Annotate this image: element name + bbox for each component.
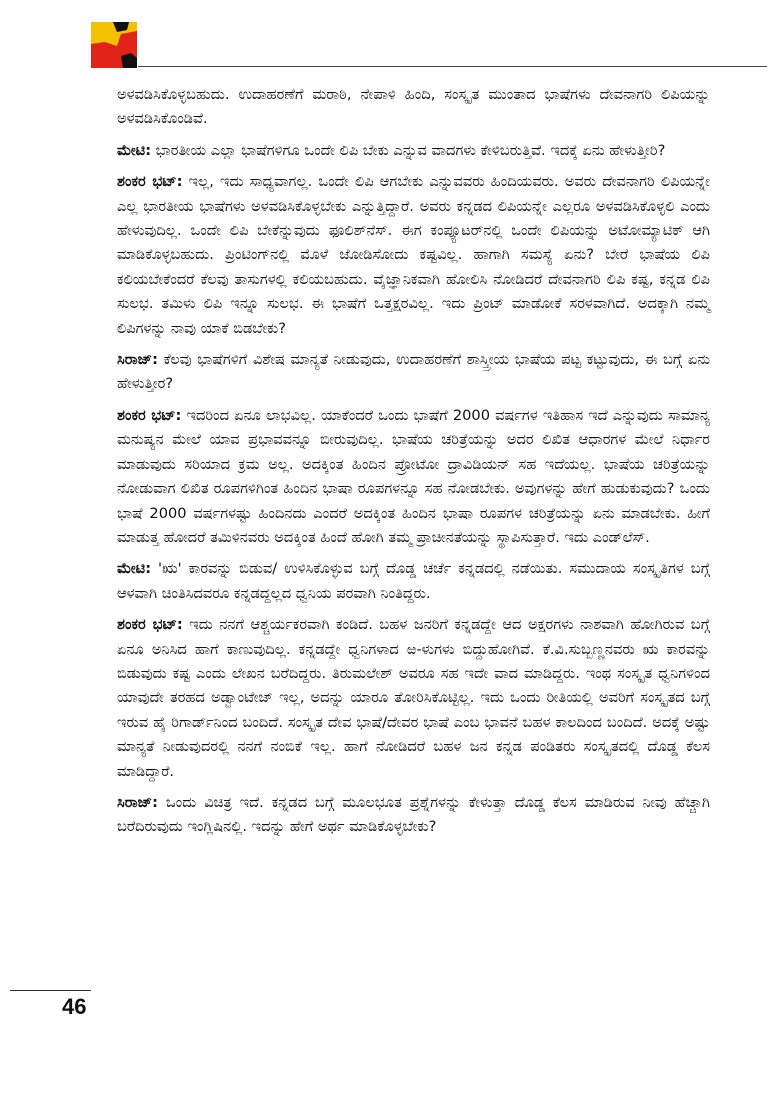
paragraph-4	[117, 348, 710, 397]
article-body	[117, 83, 710, 847]
paragraph-text: ಇಲ್ಲ, ಇದು ಸಾಧ್ಯವಾಗಲ್ಲ. ಒಂದೇ ಲಿಪಿ ಆಗಬೇಕು ಎನ್ನುವವರು ಹಿಂದಿಯವರು. ಅವರು ದೇವನಾಗರಿ ಲಿಪಿಯನ್ನೇ ಎಲ್ಲ ಭಾರತೀಯ ಭಾಷೆಗಳು ಅಳವಡಿಸಿಕೊಳ್ಳಬೇಕು ಎನ್ನುತ್ತಿದ್ದಾರೆ. ಅವರು ಕನ್ನಡದ ಲಿಪಿಯನ್ನೇ ಎಲ್ಲರೂ ಅಳವಡಿಸಿಕೊಳ್ಳಲಿ ಎಂದು ಹೇಳುವುದಿಲ್ಲ. ಒಂದೇ ಲಿಪಿ ಬೇಕೆನ್ನುವುದು ಫೂಲಿಶ್‌ನೆಸ್. ಈಗ ಕಂಪ್ಯೂಟರ್‌ನಲ್ಲಿ ಒಂದೇ ಲಿಪಿಯನ್ನು ಅಟೋಮ್ಯಾಟಿಕ್ ಆಗಿ ಮಾಡಿಕೊಳ್ಳಬಹುದು. ಪ್ರಿಂಟಿಂಗ್‌ನಲ್ಲಿ ಮೊಳೆ ಜೋಡಿಸೋದು ಕಷ್ಟವಿಲ್ಲ. ಹಾಗಾಗಿ ಸಮಸ್ಯೆ ಏನು? ಬೇರೆ ಭಾಷೆಯ ಲಿಪಿ ಕಲಿಯಬೇಕೆಂದರೆ ಕೆಲವು ತಾಸುಗಳಲ್ಲಿ ಕಲಿಯಬಹುದು. ವೈಜ್ಞಾನಿಕವಾಗಿ ಹೋಲಿಸಿ ನೋಡಿದರೆ ದೇವನಾಗರಿ ಲಿಪಿ ಕಷ್ಟ, ಕನ್ನಡ ಲಿಪಿ ಸುಲಭ. ತಮಿಳು ಲಿಪಿ ಇನ್ನೂ ಸುಲಭ. ಈ ಭಾಷೆಗೆ ಒತ್ತಕ್ಷರವಿಲ್ಲ. ಇದು ಪ್ರಿಂಟ್ ಮಾಡೋಕೆ ಸರಳವಾಗಿದೆ. ಅದಕ್ಕಾಗಿ ನಮ್ಮ ಲಿಪಿಗಳನ್ನು ನಾವು ಯಾಕೆ ಬಿಡಬೇಕು?	[117, 173, 711, 337]
paragraph-text: ಇದು ನನಗೆ ಆಶ್ಚರ್ಯಕರವಾಗಿ ಕಂಡಿದೆ. ಬಹಳ ಜನರಿಗೆ ಕನ್ನಡದ್ದೇ ಆದ ಅಕ್ಷರಗಳು ನಾಶವಾಗಿ ಹೋಗಿರುವ ಬಗ್ಗೆ ಏನೂ ಅನಿಸಿದ ಹಾಗೆ ಕಾಣುವುದಿಲ್ಲ. ಕನ್ನಡದ್ದೇ ಧ್ವನಿಗಳಾದ ಱ-ಳುಗಳು ಬಿದ್ದುಹೋಗಿವೆ. ಕೆ.ವಿ.ಸುಬ್ಬಣ್ಣನವರು ಋ ಕಾರವನ್ನು ಬಿಡುವುದು ಕಷ್ಟ ಎಂದು ಲೇಖನ ಬರೆದಿದ್ದರು. ತಿರುಮಲೇಶ್ ಅವರೂ ಸಹ ಇದೇ ವಾದ ಮಾಡಿದ್ದರು. ಇಂಥ ಸಂಸ್ಕೃತ ಧ್ವನಿಗಳಿಂದ ಯಾವುದೇ ತರಹದ ಅಡ್ವಾಂಟೇಜ್ ಇಲ್ಲ, ಅದನ್ನು ಯಾರೂ ತೋರಿಸಿಕೊಟ್ಟಿಲ್ಲ. ಇದು ಒಂದು ರೀತಿಯಲ್ಲಿ ಅವರಿಗೆ ಸಂಸ್ಕೃತದ ಬಗ್ಗೆ ಇರುವ ಹೈ ರಿಗಾರ್ಡ್‌ನಿಂದ ಬಂದಿದೆ. ಸಂಸ್ಕೃತ ದೇವ ಭಾಷೆ/ದೇವರ ಭಾಷೆ ಎಂಬ ಭಾವನೆ ಬಹಳ ಕಾಲದಿಂದ ಬಂದಿದೆ. ಅದಕ್ಕೆ ಅಷ್ಟು ಮಾನ್ಯತೆ ನೀಡುವುದರಲ್ಲಿ ನನಗೆ ನಂಬಿಕೆ ಇಲ್ಲ. ಹಾಗೆ ನೋಡಿದರೆ ಬಹಳ ಜನ ಕನ್ನಡ ಪಂಡಿತರು ಸಂಸ್ಕೃತದಲ್ಲಿ ದೊಡ್ಡ ಕೆಲಸ ಮಾಡಿದ್ದಾರೆ.	[117, 616, 711, 780]
speaker-label: ಸಿರಾಜ್:	[117, 351, 158, 369]
paragraph-text: ಇದರಿಂದ ಏನೂ ಲಾಭವಿಲ್ಲ. ಯಾಕೆಂದರೆ ಒಂದು ಭಾಷೆಗೆ 2000 ವರ್ಷಗಳ ಇತಿಹಾಸ ಇದೆ ಎನ್ನುವುದು ಸಾಮಾನ್ಯ ಮನುಷ್ಯನ ಮೇಲೆ ಯಾವ ಪ್ರಭಾವವನ್ನೂ ಬೀರುವುದಿಲ್ಲ. ಭಾಷೆಯ ಚರಿತ್ರೆಯನ್ನು ಅದರ ಲಿಖಿತ ಆಧಾರಗಳ ಮೇಲೆ ನಿರ್ಧಾರ ಮಾಡುವುದು ಸರಿಯಾದ ಕ್ರಮ ಅಲ್ಲ. ಅದಕ್ಕಿಂತ ಹಿಂದಿನ ಪ್ರೋಟೋ ದ್ರಾವಿಡಿಯನ್ ಸಹ ಇದೆಯಲ್ಲ. ಭಾಷೆಯ ಚರಿತ್ರೆಯನ್ನು ನೋಡುವಾಗ ಲಿಖಿತ ರೂಪಗಳಿಗಿಂತ ಹಿಂದಿನ ಭಾಷಾ ರೂಪಗಳನ್ನೂ ಸಹ ನೋಡಬೇಕು. ಅವುಗಳನ್ನು ಹೇಗೆ ಹುಡುಕುವುದು? ಒಂದು ಭಾಷೆ 2000 ವರ್ಷಗಳಷ್ಟು ಹಿಂದಿನದು ಎಂದರೆ ಅದಕ್ಕಿಂತ ಹಿಂದಿನ ಭಾಷಾ ರೂಪಗಳ ಚರಿತ್ರೆಯನ್ನು ಏನು ಮಾಡಬೇಕು. ಹೀಗೆ ಮಾಡುತ್ತ ಹೋದರೆ ತಮಿಳಿನವರು ಅದಕ್ಕಿಂತ ಹಿಂದೆ ಹೋಗಿ ತಮ್ಮ ಪ್ರಾಚೀನತೆಯನ್ನು ಸ್ಥಾಪಿಸುತ್ತಾರೆ. ಇದು ಎಂಡ್‌ಲೆಸ್.	[117, 406, 711, 546]
paragraph-text: 'ಋ' ಕಾರವನ್ನು ಬಿಡುವ/ ಉಳಿಸಿಕೊಳ್ಳುವ ಬಗ್ಗೆ ದೊಡ್ಡ ಚರ್ಚೆ ಕನ್ನಡದಲ್ಲಿ ನಡೆಯಿತು. ಸಮುದಾಯ ಸಂಸ್ಕೃತಿಗಳ ಬಗ್ಗೆ ಆಳವಾಗಿ ಚಿಂತಿಸಿದವರೂ ಕನ್ನಡದ್ದಲ್ಲದ ಧ್ವನಿಯ ಪರವಾಗಿ ನಿಂತಿದ್ದರು.	[117, 560, 710, 602]
publisher-logo-icon	[91, 22, 137, 68]
paragraph-7	[117, 613, 710, 784]
paragraph-5	[117, 404, 710, 550]
paragraph-1	[117, 83, 710, 132]
paragraph-text: ಕೆಲವು ಭಾಷೆಗಳಿಗೆ ವಿಶೇಷ ಮಾನ್ಯತೆ ನೀಡುವುದು, ಉದಾಹರಣೆಗೆ ಶಾಸ್ತ್ರೀಯ ಭಾಷೆಯ ಪಟ್ಟ ಕಟ್ಟುವುದು, ಈ ಬಗ್ಗೆ ಏನು ಹೇಳುತ್ತೀರ?	[117, 351, 710, 393]
footer-rule	[10, 990, 91, 991]
paragraph-text: ಅಳವಡಿಸಿಕೊಳ್ಳಬಹುದು. ಉದಾಹರಣೆಗೆ ಮರಾಠಿ, ನೇಪಾಳಿ ಹಿಂದಿ, ಸಂಸ್ಕೃತ ಮುಂತಾದ ಭಾಷೆಗಳು ದೇವನಾಗರಿ ಲಿಪಿಯನ್ನು ಅಳವಡಿಸಿಕೊಂಡಿವೆ.	[117, 86, 710, 128]
paragraph-2	[117, 139, 710, 163]
speaker-label: ಮೇಟಿ:	[117, 141, 152, 159]
paragraph-6	[117, 557, 710, 606]
paragraph-text: ಭಾರತೀಯ ಎಲ್ಲಾ ಭಾಷೆಗಳಿಗೂ ಒಂದೇ ಲಿಪಿ ಬೇಕು ಎನ್ನುವ ವಾದಗಳು ಕೇಳಿಬರುತ್ತಿವೆ. ಇದಕ್ಕೆ ಏನು ಹೇಳುತ್ತೀರಿ?	[151, 141, 666, 159]
speaker-label: ಶಂಕರ ಭಟ್:	[117, 616, 183, 634]
speaker-label: ಶಂಕರ ಭಟ್:	[117, 406, 182, 424]
paragraph-8	[117, 791, 710, 840]
speaker-label: ಮೇಟಿ:	[117, 560, 152, 578]
paragraph-text: ಒಂದು ವಿಚಿತ್ರ ಇದೆ. ಕನ್ನಡದ ಬಗ್ಗೆ ಮೂಲಭೂತ ಪ್ರಶ್ನೆಗಳನ್ನು ಕೇಳುತ್ತಾ ದೊಡ್ಡ ಕೆಲಸ ಮಾಡಿರುವ ನೀವು ಹೆಚ್ಚಾಗಿ ಬರೆದಿರುವುದು ಇಂಗ್ಲಿಷಿನಲ್ಲಿ. ಇದನ್ನು ಹೇಗೆ ಅರ್ಥ ಮಾಡಿಕೊಳ್ಳಬೇಕು?	[117, 793, 710, 836]
speaker-label: ಶಂಕರ ಭಟ್:	[117, 173, 183, 191]
header-rule	[138, 66, 767, 67]
paragraph-3	[117, 170, 710, 341]
speaker-label: ಸಿರಾಜ್:	[117, 793, 158, 811]
page-number: 46	[62, 994, 87, 1019]
